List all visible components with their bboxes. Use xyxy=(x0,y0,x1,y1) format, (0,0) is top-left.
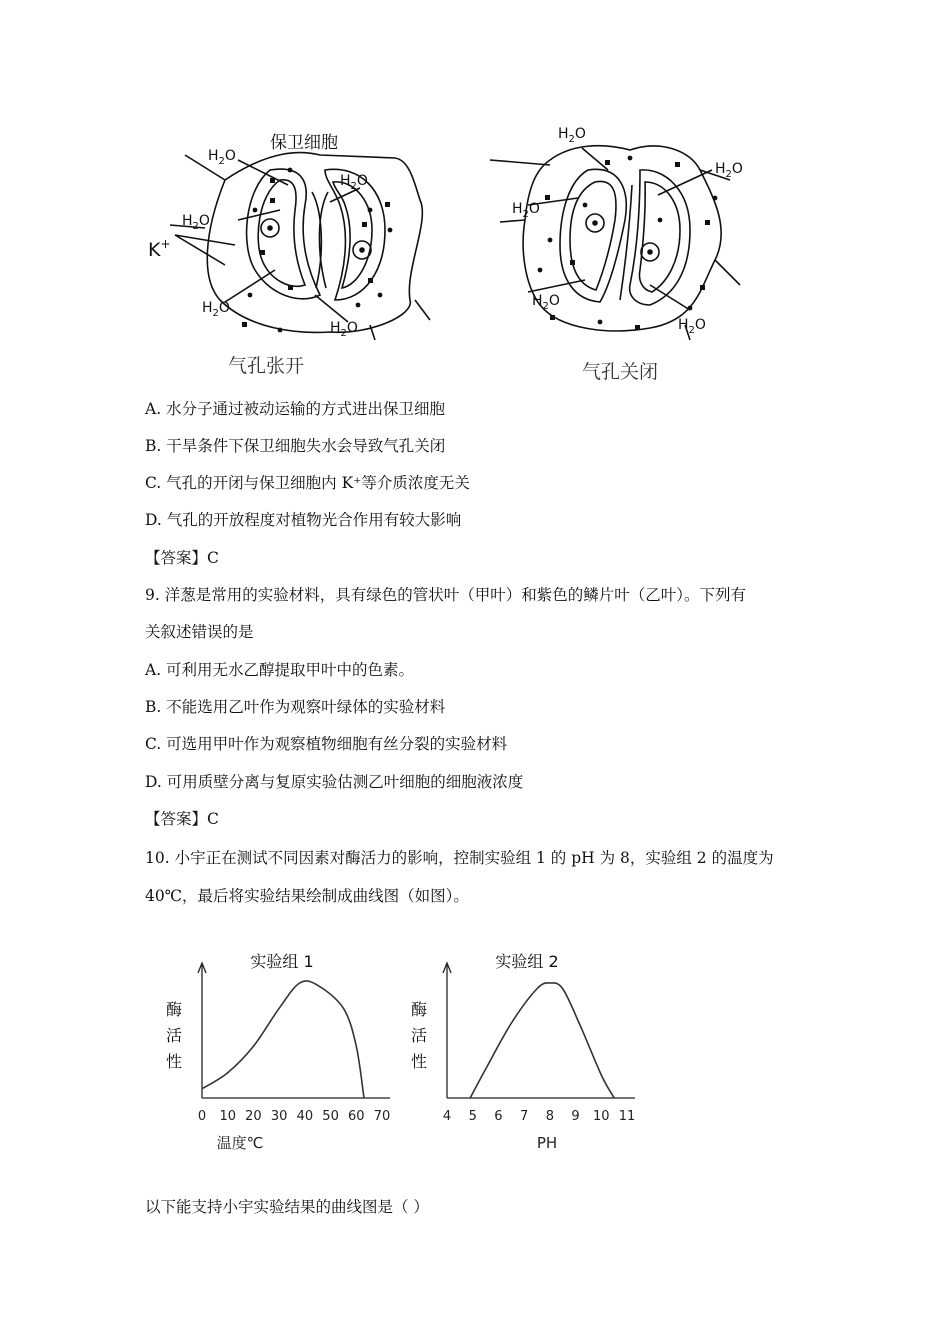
q8-option-a: A. 水分子通过被动运输的方式进出保卫细胞 xyxy=(145,400,446,418)
x-tick-label: 6 xyxy=(494,1109,503,1124)
x-tick-label: 10 xyxy=(593,1109,610,1124)
closed-caption: 气孔关闭 xyxy=(582,361,659,383)
x-tick-label: 9 xyxy=(571,1109,580,1124)
x-tick-label: 11 xyxy=(618,1109,636,1124)
chart-title: 实验组 1 xyxy=(250,952,314,971)
y-axis-label: 活 xyxy=(165,1026,183,1045)
x-tick-label: 5 xyxy=(468,1109,477,1124)
x-tick-label: 4 xyxy=(442,1109,452,1124)
enzyme-ph-chart xyxy=(395,940,655,1165)
h2o-label: $H_2O$ xyxy=(558,126,586,145)
x-tick-label: 8 xyxy=(545,1109,554,1124)
q8-option-b: B. 干旱条件下保卫细胞失水会导致气孔关闭 xyxy=(145,437,446,455)
y-axis-label: 酶 xyxy=(165,1000,183,1019)
x-tick-label: 60 xyxy=(348,1109,365,1124)
q10-question: 以下能支持小宇实验结果的曲线图是（ ） xyxy=(145,1198,429,1216)
series-line xyxy=(202,981,364,1098)
x-axis-label: PH xyxy=(536,1134,558,1152)
q9-answer: 【答案】C xyxy=(145,810,219,828)
h2o-label: $H_2O$ xyxy=(532,293,560,312)
y-axis-label: 性 xyxy=(165,1052,183,1071)
q8-answer: 【答案】C xyxy=(145,549,219,567)
h2o-label: $H_2O$ xyxy=(182,213,210,232)
h2o-label: $H_2O$ xyxy=(715,161,743,180)
q9-option-d: D. 可用质壁分离与复原实验估测乙叶细胞的细胞液浓度 xyxy=(145,773,524,791)
h2o-label: $H_2O$ xyxy=(512,201,540,220)
h2o-label: $H_2O$ xyxy=(340,173,368,192)
x-tick-label: 70 xyxy=(373,1109,391,1124)
x-axis-label: 温度℃ xyxy=(216,1134,264,1152)
h2o-label: $H_2O$ xyxy=(208,148,236,167)
y-axis-label: 活 xyxy=(410,1026,428,1045)
q9-stem-cont: 关叙述错误的是 xyxy=(145,623,254,641)
q9-option-c: C. 可选用甲叶作为观察植物细胞有丝分裂的实验材料 xyxy=(145,735,508,753)
q10-stem: 10. 小宇正在测试不同因素对酶活力的影响，控制实验组 1 的 pH 为 8，实验组 2 的温度为 xyxy=(145,849,774,867)
q9-option-a: A. 可利用无水乙醇提取甲叶中的色素。 xyxy=(145,661,415,679)
x-tick-label: 40 xyxy=(296,1109,314,1124)
potassium-label: K+ xyxy=(148,237,171,261)
q9-option-b: B. 不能选用乙叶作为观察叶绿体的实验材料 xyxy=(145,698,446,716)
h2o-label: $H_2O$ xyxy=(330,320,358,339)
q9-stem: 9. 洋葱是常用的实验材料，具有绿色的管状叶（甲叶）和紫色的鳞片叶（乙叶）。下列有 xyxy=(145,586,746,604)
x-tick-label: 0 xyxy=(197,1109,207,1124)
enzyme-temperature-chart xyxy=(150,940,410,1165)
q8-option-d: D. 气孔的开放程度对植物光合作用有较大影响 xyxy=(145,511,462,529)
stomata-figure xyxy=(130,110,770,395)
series-line xyxy=(470,983,614,1098)
x-tick-label: 7 xyxy=(520,1109,529,1124)
x-tick-label: 50 xyxy=(322,1109,339,1124)
guard-cell-label: 保卫细胞 xyxy=(270,133,338,153)
q8-option-c: C. 气孔的开闭与保卫细胞内 K⁺等介质浓度无关 xyxy=(145,474,470,492)
x-tick-label: 20 xyxy=(245,1109,262,1124)
h2o-label: $H_2O$ xyxy=(678,317,706,336)
y-axis-label: 酶 xyxy=(410,1000,428,1019)
chart-title: 实验组 2 xyxy=(495,952,559,971)
y-axis-label: 性 xyxy=(410,1052,428,1071)
h2o-label: $H_2O$ xyxy=(202,300,230,319)
x-tick-label: 10 xyxy=(219,1109,236,1124)
x-tick-label: 30 xyxy=(270,1109,288,1124)
q10-stem-cont: 40℃，最后将实验结果绘制成曲线图（如图）。 xyxy=(145,887,469,905)
open-caption: 气孔张开 xyxy=(228,355,305,377)
